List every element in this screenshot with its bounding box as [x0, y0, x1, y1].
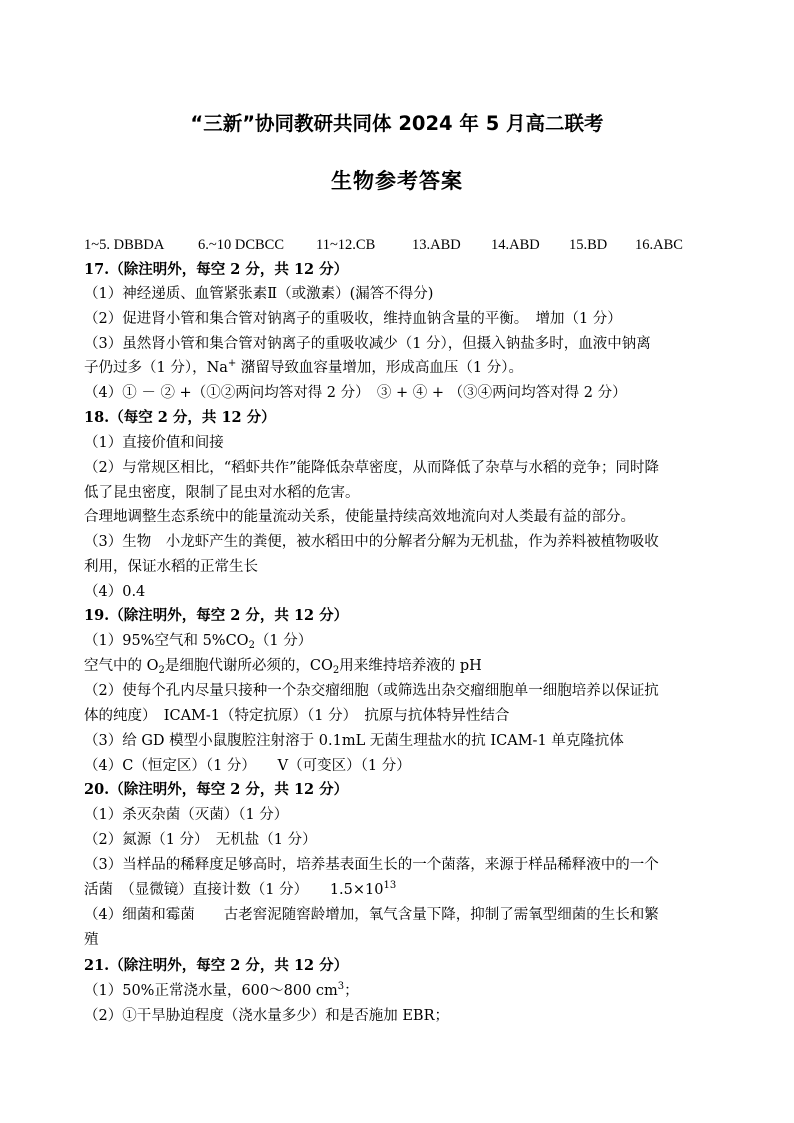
choice-13: 13.ABD: [412, 237, 461, 253]
q20-answer-3: （3）当样品的稀释度足够高时，培养基表面生长的一个菌落，来源于样品稀释液中的一个: [84, 857, 659, 873]
q21-heading: 21.（除注明外，每空 2 分，共 12 分）: [84, 957, 349, 974]
choice-14: 14.ABD: [491, 237, 540, 253]
q17-answer-3-cont: 子仍过多（1 分），Na+ 潴留导致血容量增加，形成高血压（1 分）。: [84, 358, 524, 376]
q19-answer-2-cont: 体的纯度） ICAM-1（特定抗原）（1 分） 抗原与抗体特异性结合: [84, 708, 510, 724]
q21-answer-1: （1）50%正常浇水量，600～800 $cm^3$；: [84, 981, 359, 999]
exam-title: “三新”协同教研共同体 2024 年 5 月高二联考: [190, 112, 604, 135]
q18-heading: 18.（每空 2 分，共 12 分）: [84, 409, 276, 426]
q17-answer-4: （4）① － ② +（①②两问均答对得 2 分） ③ + ④ + （③④两问均答对得 2 分）: [84, 385, 627, 401]
q18-answer-3-cont: 利用，保证水稻的正常生长: [84, 559, 258, 575]
q19-answer-1: （1）95%空气和 $5\%CO_2(1$ 分）: [84, 633, 313, 651]
q18-answer-1: （1）直接价值和间接: [84, 435, 224, 451]
q19-answer-1b: 空气中的 $O_2$是细胞代谢所必须的，$CO_2$用来维持培养液的 pH: [84, 658, 482, 676]
q20-heading: 20.（除注明外，每空 2 分，共 12 分）: [84, 781, 349, 798]
choice-15: 15.BD: [569, 237, 608, 253]
q19-answer-3: （3）给 GD 模型小鼠腹腔注射溶于 0.1mL 无菌生理盐水的抗 ICAM-1 单克隆抗体: [84, 733, 624, 749]
q20-answer-4-cont: 殖: [84, 932, 99, 948]
q17-answer-1: （1）神经递质、血管紧张素Ⅱ（或激素）(漏答不得分): [84, 286, 434, 302]
q18-answer-2: （2）与常规区相比，“稻虾共作”能降低杂草密度，从而降低了杂草与水稻的竞争；同时降: [84, 460, 660, 476]
q18-answer-3: （3）生物 小龙虾产生的粪便，被水稻田中的分解者分解为无机盐，作为养料被植物吸收: [84, 534, 659, 550]
q20-answer-4: （4）细菌和霉菌 古老窖泥随窖龄增加，氧气含量下降，抑制了需氧型细菌的生长和繁: [84, 907, 659, 923]
choice-11-12: 11~12.CB: [316, 237, 376, 253]
q20-answer-2: （2）氮源（1 分） 无机盐（1 分）: [84, 832, 317, 848]
choice-6-10: 6.~10 DCBCC: [198, 237, 285, 253]
answer-subtitle: 生物参考答案: [331, 169, 463, 193]
q17-answer-2: （2）促进肾小管和集合管对钠离子的重吸收，维持血钠含量的平衡。 增加（1 分）: [84, 311, 622, 327]
q19-heading: 19.（除注明外，每空 2 分，共 12 分）: [84, 607, 349, 624]
q17-heading: 17.（除注明外，每空 2 分，共 12 分）: [84, 261, 349, 278]
q18-answer-2b: 合理地调整生态系统中的能量流动关系，使能量持续高效地流向对人类最有益的部分。: [84, 509, 635, 525]
q18-answer-4: （4）0.4: [84, 584, 146, 600]
choice-16: 16.ABC: [635, 237, 683, 253]
q17-answer-3: （3）虽然肾小管和集合管对钠离子的重吸收减少（1 分），但摄入钠盐多时，血液中钠离: [84, 336, 651, 352]
q19-answer-4: （4）C（恒定区）（1 分） V（可变区）（1 分）: [84, 758, 411, 774]
q21-answer-2: （2）①干旱胁迫程度（浇水量多少）和是否施加 EBR；: [84, 1008, 449, 1024]
q19-answer-2: （2）使每个孔内尽量只接种一个杂交瘤细胞（或筛选出杂交瘤细胞单一细胞培养以保证抗: [84, 683, 659, 699]
q20-answer-1: （1）杀灭杂菌（灭菌）（1 分）: [84, 807, 289, 823]
q18-answer-2-cont: 低了昆虫密度，限制了昆虫对水稻的危害。: [84, 485, 360, 501]
q20-answer-3-cont: 活菌 （显微镜）直接计数（1 分） $1.5\times 10^{13}$: [84, 880, 397, 898]
choice-1-5: 1~5. DBBDA: [84, 237, 165, 253]
